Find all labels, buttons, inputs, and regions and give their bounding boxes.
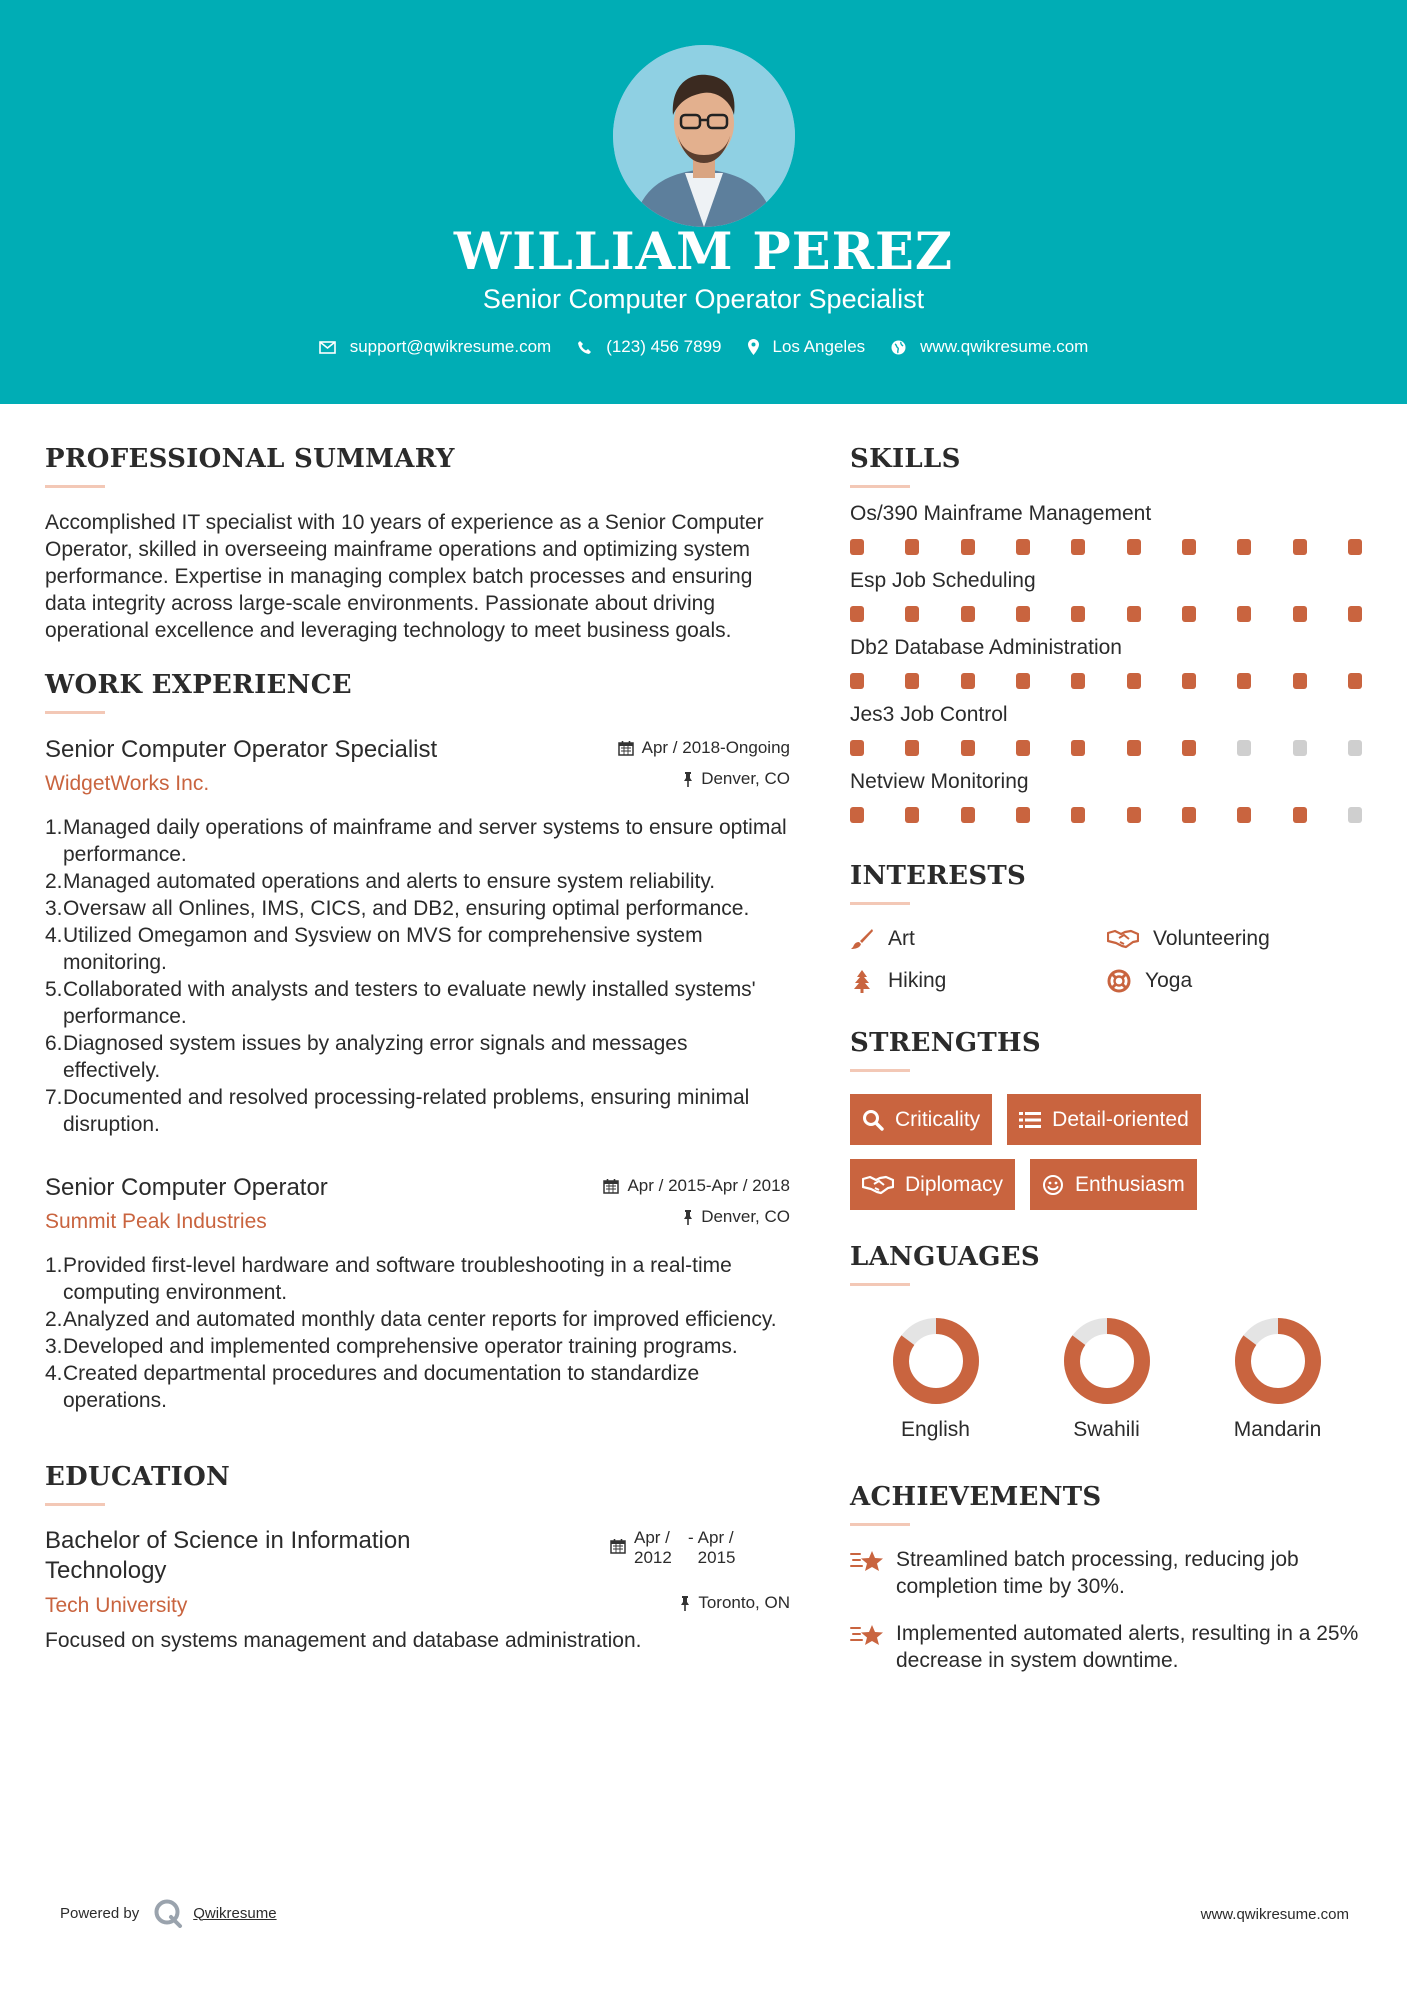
education-description: Focused on systems management and database administration. — [45, 1629, 642, 1652]
strength-tag — [1030, 1159, 1197, 1210]
summary-heading: PROFESSIONAL SUMMARY — [45, 444, 455, 474]
job-location — [683, 769, 790, 789]
skill-dot-filled — [1071, 539, 1085, 555]
calendar-icon — [610, 1538, 626, 1554]
skill-dot-filled — [905, 606, 919, 622]
skill-dot-filled — [1071, 606, 1085, 622]
skill-dot-filled — [1127, 807, 1141, 823]
skill-dot-filled — [961, 807, 975, 823]
language-level-ring — [1233, 1316, 1323, 1406]
strengths-section — [850, 1028, 1365, 1224]
strength-label: Criticality — [895, 1107, 981, 1131]
duty-list — [45, 1252, 790, 1414]
skill-dot-empty — [1348, 740, 1362, 756]
skill-dot-filled — [961, 606, 975, 622]
summary-section — [45, 444, 790, 644]
left-column — [45, 444, 790, 1654]
heading-underline — [850, 485, 910, 488]
globe-icon — [891, 340, 906, 355]
duty-text: Oversaw all Onlines, IMS, CICS, and DB2, ensuring optimal performance. — [63, 897, 750, 920]
duty-text: Analyzed and automated monthly data center reports for improved efficiency. — [63, 1308, 777, 1331]
calendar-icon — [618, 740, 634, 756]
duty-item: 2. Managed automated operations and alerts to ensure system reliability. — [45, 870, 716, 893]
skill-dot-filled — [1071, 740, 1085, 756]
skill-name: Esp Job Scheduling — [850, 569, 1036, 592]
pin-icon — [680, 1596, 690, 1611]
skill-dot-filled — [850, 606, 864, 622]
skill-dot-filled — [850, 740, 864, 756]
achievement-item — [850, 1546, 1365, 1600]
skills-heading: SKILLS — [850, 444, 961, 474]
skill-dot-filled — [1293, 606, 1307, 622]
achievements-heading: ACHIEVEMENTS — [850, 1482, 1102, 1512]
duty-item: 7. Documented and resolved processing-related problems, ensuring minimal disruption. — [45, 1086, 750, 1136]
duty-text: Created departmental procedures and documentation to standardize operations. — [63, 1362, 700, 1412]
heading-underline — [45, 485, 105, 488]
education-heading: EDUCATION — [45, 1462, 231, 1492]
skill-dot-filled — [1182, 673, 1196, 689]
skill-rating — [850, 673, 1362, 689]
job-dates-text: Apr / 2015-Apr / 2018 — [627, 1176, 790, 1195]
language-item — [1192, 1316, 1363, 1442]
skill-dot-filled — [1293, 539, 1307, 555]
education-date-to: Apr / 2015 — [697, 1528, 736, 1567]
skill-dot-filled — [850, 539, 864, 555]
calendar-icon — [603, 1178, 619, 1194]
skill-dot-empty — [1348, 807, 1362, 823]
job-dates-text: Apr / 2018-Ongoing — [641, 738, 790, 757]
skill-dot-filled — [905, 539, 919, 555]
website-text: www.qwikresume.com — [920, 337, 1089, 356]
duty-text: Provided first-level hardware and software troubleshooting in a real-time computing environment. — [63, 1254, 732, 1304]
skill-dot-filled — [1016, 740, 1030, 756]
skill-dot-filled — [1237, 539, 1251, 555]
skill-dot-filled — [905, 673, 919, 689]
skills-section — [850, 444, 1365, 823]
achievements-section — [850, 1482, 1365, 1674]
skill-rating — [850, 606, 1362, 622]
heading-underline — [850, 1523, 910, 1526]
achievement-item — [850, 1620, 1365, 1674]
skill-dot-filled — [1348, 539, 1362, 555]
education-entry — [45, 1526, 790, 1654]
job-location-text: Denver, CO — [701, 769, 790, 788]
interest-item — [850, 927, 1107, 951]
heading-underline — [45, 1503, 105, 1506]
skill-dot-filled — [1016, 539, 1030, 555]
interest-label: Art — [888, 927, 915, 950]
skill-name: Jes3 Job Control — [850, 703, 1008, 726]
search-icon — [862, 1109, 884, 1131]
footer-website[interactable]: www.qwikresume.com — [1200, 1906, 1349, 1923]
phone-icon — [577, 340, 592, 355]
skill-name: Netview Monitoring — [850, 770, 1029, 793]
languages-heading: LANGUAGES — [850, 1242, 1040, 1272]
interest-label: Volunteering — [1153, 927, 1270, 950]
map-pin-icon — [748, 339, 759, 355]
education-date-from: Apr / 2012 — [634, 1528, 672, 1567]
skill-dot-filled — [1127, 539, 1141, 555]
job-dates — [618, 738, 790, 758]
interests-heading: INTERESTS — [850, 861, 1027, 891]
brand-link[interactable]: Qwikresume — [193, 1904, 277, 1922]
job-title: Senior Computer Operator Specialist — [45, 736, 438, 763]
skill-dot-filled — [1182, 740, 1196, 756]
skill-dot-filled — [1348, 673, 1362, 689]
skill-dot-filled — [905, 807, 919, 823]
skill-dot-filled — [1016, 807, 1030, 823]
language-list — [850, 1316, 1365, 1442]
duty-item: 1. Managed daily operations of mainframe and server systems to ensure optimal performance. — [45, 816, 787, 866]
duty-item: 4. Utilized Omegamon and Sysview on MVS for comprehensive system monitoring. — [45, 924, 703, 974]
language-label: Mandarin — [1233, 1418, 1322, 1441]
duty-text: Collaborated with analysts and testers to evaluate newly installed systems' performance. — [63, 978, 756, 1028]
handshake-icon — [1107, 929, 1139, 949]
phone-text: (123) 456 7899 — [606, 337, 722, 356]
job-location — [683, 1207, 790, 1227]
language-level-ring — [891, 1316, 981, 1406]
experience-heading: WORK EXPERIENCE — [45, 670, 352, 700]
heading-underline — [850, 902, 910, 905]
shooting-star-icon — [850, 1622, 884, 1648]
duty-text: Diagnosed system issues by analyzing error signals and messages effectively. — [63, 1032, 688, 1082]
language-label: Swahili — [1073, 1418, 1140, 1441]
job-location-text: Denver, CO — [701, 1207, 790, 1226]
pin-icon — [683, 1210, 693, 1225]
skill-dot-filled — [1182, 606, 1196, 622]
strength-label: Enthusiasm — [1075, 1172, 1185, 1196]
duty-item: 2. Analyzed and automated monthly data center reports for improved efficiency. — [45, 1308, 777, 1331]
skill-name: Db2 Database Administration — [850, 636, 1122, 659]
resume-header — [0, 0, 1407, 404]
language-item — [1021, 1316, 1192, 1442]
skill-rating — [850, 539, 1362, 555]
candidate-name: WILLIAM PEREZ — [453, 222, 954, 282]
location-text: Los Angeles — [772, 337, 866, 356]
paintbrush-icon — [850, 928, 874, 950]
powered-by-label: Powered by — [60, 1904, 140, 1922]
duty-text: Developed and implemented comprehensive operator training programs. — [63, 1335, 738, 1358]
job-entry — [45, 1174, 790, 1414]
duty-item: 5. Collaborated with analysts and testers to evaluate newly installed systems' performance. — [45, 978, 756, 1028]
achievement-text: Implemented automated alerts, resulting in a 25% decrease in system downtime. — [896, 1622, 1359, 1672]
company-name: WidgetWorks Inc. — [45, 772, 210, 795]
job-entry — [45, 736, 790, 1138]
email-text: support@qwikresume.com — [349, 337, 552, 356]
contact-phone[interactable] — [577, 337, 721, 357]
skill-name: Os/390 Mainframe Management — [850, 502, 1152, 525]
duty-list — [45, 814, 790, 1138]
shooting-star-icon — [850, 1548, 884, 1574]
contact-location — [748, 337, 866, 357]
education-dates: Apr / 2012 - Apr / 2015 — [610, 1528, 760, 1568]
interest-item — [1107, 969, 1365, 993]
skill-dot-filled — [850, 673, 864, 689]
smile-icon — [1042, 1174, 1064, 1196]
language-label: English — [901, 1418, 970, 1441]
lifering-icon — [1107, 969, 1131, 993]
duty-item: 3. Developed and implemented comprehensive operator training programs. — [45, 1335, 738, 1358]
strength-label: Detail-oriented — [1052, 1107, 1189, 1131]
skill-dot-filled — [961, 539, 975, 555]
skill-dot-empty — [1237, 740, 1251, 756]
envelope-icon — [319, 341, 336, 354]
skill-dot-filled — [961, 673, 975, 689]
skill-dot-empty — [1293, 740, 1307, 756]
skill-dot-filled — [1237, 606, 1251, 622]
duty-item: 4. Created departmental procedures and documentation to standardize operations. — [45, 1362, 700, 1412]
skill-rating — [850, 807, 1362, 823]
skill-dot-filled — [1237, 673, 1251, 689]
language-item — [850, 1316, 1021, 1442]
handshake-icon — [862, 1175, 894, 1195]
heading-underline — [850, 1283, 910, 1286]
list-icon — [1019, 1111, 1041, 1129]
skill-dot-filled — [905, 740, 919, 756]
right-column — [850, 444, 1365, 1674]
skill-dot-filled — [1071, 673, 1085, 689]
contact-bar — [0, 337, 1407, 357]
strength-tag — [1007, 1094, 1201, 1145]
profile-photo — [613, 45, 795, 227]
footer-powered-by — [60, 1898, 277, 1928]
skill-dot-filled — [1348, 606, 1362, 622]
skills-list — [850, 502, 1365, 823]
strengths-heading: STRENGTHS — [850, 1028, 1041, 1058]
heading-underline — [850, 1069, 910, 1072]
duty-item: 3. Oversaw all Onlines, IMS, CICS, and DB2, ensuring optimal performance. — [45, 897, 750, 920]
skill-dot-filled — [1293, 673, 1307, 689]
interest-item — [1107, 927, 1365, 951]
skill-rating — [850, 740, 1362, 756]
skill-dot-filled — [850, 807, 864, 823]
skill-dot-filled — [1293, 807, 1307, 823]
strength-tag — [850, 1094, 992, 1145]
education-section — [45, 1462, 790, 1654]
skill-dot-filled — [1237, 807, 1251, 823]
pin-icon — [683, 772, 693, 787]
contact-website[interactable] — [891, 337, 1088, 357]
skill-dot-filled — [961, 740, 975, 756]
skill-dot-filled — [1182, 807, 1196, 823]
skill-dot-filled — [1016, 606, 1030, 622]
achievement-list — [850, 1546, 1365, 1674]
candidate-title: Senior Computer Operator Specialist — [482, 284, 925, 314]
duty-text: Managed daily operations of mainframe and server systems to ensure optimal performance. — [63, 816, 787, 866]
interest-item — [850, 969, 1107, 993]
skill-dot-filled — [1127, 673, 1141, 689]
duty-text: Utilized Omegamon and Sysview on MVS for comprehensive system monitoring. — [63, 924, 703, 974]
duty-item: 1. Provided first-level hardware and software troubleshooting in a real-time computing environment. — [45, 1254, 732, 1304]
strength-tag — [850, 1159, 1015, 1210]
summary-text: Accomplished IT specialist with 10 years of experience as a Senior Computer Operator, skilled in overseeing mainframe operations and optimizing system performance. Expertise in managing complex batch processes and ensuring data integrity across large-scale environments. Passionate about driving operational excellence and leveraging technology to meet business goals. — [45, 511, 764, 642]
education-location-text: Toronto, ON — [698, 1593, 790, 1612]
company-name: Summit Peak Industries — [45, 1210, 267, 1233]
job-dates — [603, 1176, 790, 1196]
education-location — [680, 1593, 790, 1613]
job-title: Senior Computer Operator — [45, 1174, 328, 1201]
achievement-text: Streamlined batch processing, reducing job completion time by 30%. — [896, 1548, 1299, 1598]
tree-icon — [850, 969, 874, 993]
language-level-ring — [1062, 1316, 1152, 1406]
interest-label: Hiking — [888, 969, 947, 992]
languages-section — [850, 1242, 1365, 1442]
heading-underline — [45, 711, 105, 714]
qwikresume-logo-icon — [153, 1898, 183, 1928]
degree-title: Bachelor of Science in Information Technology — [45, 1527, 411, 1584]
skill-dot-filled — [1127, 606, 1141, 622]
interests-section — [850, 861, 1365, 993]
school-name: Tech University — [45, 1594, 188, 1617]
duty-text: Managed automated operations and alerts to ensure system reliability. — [63, 870, 716, 893]
skill-dot-filled — [1016, 673, 1030, 689]
skill-dot-filled — [1071, 807, 1085, 823]
duty-text: Documented and resolved processing-related problems, ensuring minimal disruption. — [63, 1086, 750, 1136]
duty-item: 6. Diagnosed system issues by analyzing error signals and messages effectively. — [45, 1032, 688, 1082]
experience-section — [45, 670, 790, 1414]
skill-dot-filled — [1182, 539, 1196, 555]
interests-grid — [850, 927, 1365, 993]
interest-label: Yoga — [1145, 969, 1193, 992]
strength-label: Diplomacy — [905, 1172, 1004, 1196]
strength-tags — [850, 1094, 1365, 1224]
contact-email[interactable] — [319, 337, 552, 357]
skill-dot-filled — [1127, 740, 1141, 756]
